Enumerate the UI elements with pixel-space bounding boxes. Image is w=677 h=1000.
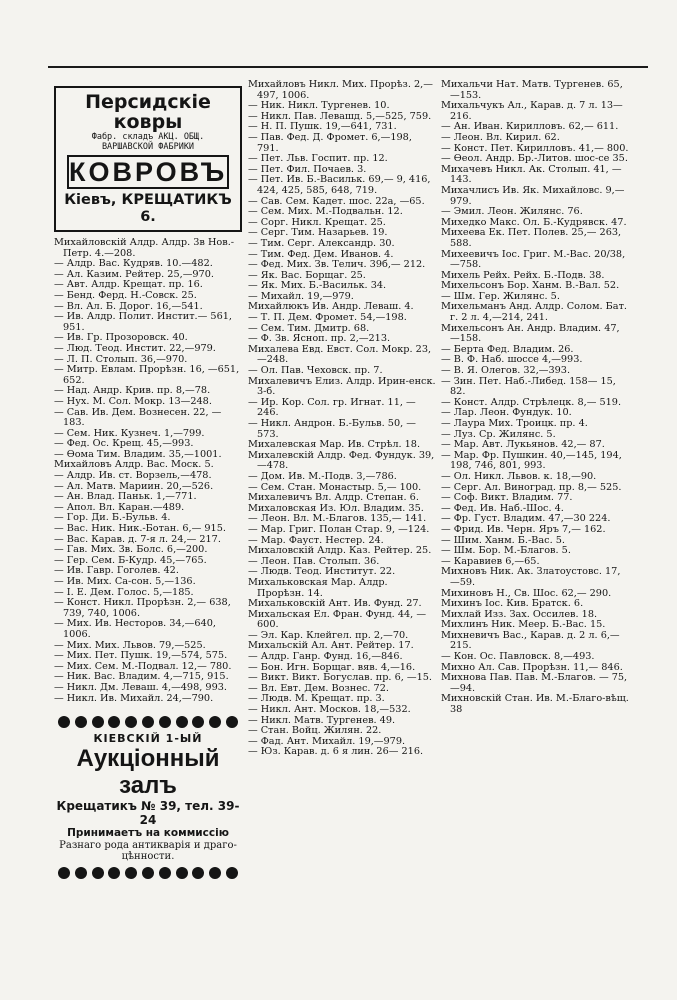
directory-entry: — Шим. Ханм. Б.-Вас. 5. (441, 534, 565, 546)
ad-auction-title: Аукціонный залъ (76, 745, 220, 800)
directory-entry: Михновъ Ник. Ак. Златоустовс. 17,—59. (441, 566, 621, 588)
directory-entry: — Конст. Пет. Кирилловъ. 41,— 800. (441, 142, 629, 154)
dot-ornament (176, 716, 188, 728)
directory-entry: — Луз. Ср. Жилянс. 5. (441, 428, 556, 440)
directory-entry: Михельсонъ Бор. Ханм. В.-Вал. 52. (441, 280, 620, 292)
directory-entry: — Мих. Мих. Львов. 79,—525. (54, 639, 206, 651)
directory-entry: — Авт. Алдр. Крещат. пр. 16. (54, 279, 203, 291)
directory-entry: — Никл. Дм. Леваш. 4,—498, 993. (54, 681, 227, 693)
directory-entry: — Над. Андр. Крив. пр. 8,—78. (54, 385, 211, 397)
directory-entry: Михельманъ Анд. Алдр. Солом. Бат. г. 2 л. 4,—214, 241. (441, 301, 628, 324)
directory-entry: Михинъ Іос. Кив. Братск. 6. (441, 598, 584, 610)
directory-entry: — Конст. Никл. Прорѣзн. 2,— 638, 739, 740, 1006. (54, 597, 231, 619)
directory-entry: — Сорг. Никл. Крещат. 25. (248, 216, 386, 228)
directory-entry: — Леон. Вл. М.-Благов. 135,— 141. (248, 513, 427, 525)
dot-ornament (108, 716, 120, 728)
directory-entry: — Вас. Ник. Ник.-Ботан. 6,— 915. (54, 523, 226, 535)
directory-entry: — Ал. Матв. Мариин. 20,—526. (54, 480, 214, 492)
directory-entry: — Бон. Игн. Борщаг. вяв. 4,—16. (248, 661, 416, 673)
directory-entry: — Михайл. 19,—979. (248, 290, 354, 302)
directory-entry: Михалевская Мар. Ив. Стрѣл. 18. (248, 439, 421, 451)
dot-ornament (142, 867, 154, 879)
dot-ornament (125, 716, 137, 728)
directory-entry: — Алдр. Вас. Кудряв. 10.—482. (54, 258, 213, 270)
directory-entry: Михайловъ Алдр. Вас. Моск. 5. (54, 459, 214, 471)
directory-entry: — Митр. Евлам. Прорѣзн. 16, —651, 652. (54, 364, 240, 386)
dot-ornament (75, 867, 87, 879)
directory-entry: — Никл. Ант. Москов. 18,—532. (248, 704, 411, 716)
ad-carpets-address: Кіевъ, КРЕЩАТИКЪ 6. (64, 192, 232, 225)
directory-entry: — Кон. Ос. Павловск. 8,—493. (441, 651, 595, 663)
directory-entry: Михновскій Стан. Ив. М.-Благо-вѣщ. 38 (441, 693, 629, 716)
directory-entry: — Никл. Андрон. Б.-Бульв. 50, —573. (248, 418, 416, 440)
directory-entry: — Н. П. Пушк. 19,—641, 731. (248, 121, 397, 133)
directory-entry: — Шм. Бор. М.-Благов. 5. (441, 545, 571, 557)
directory-entry: — Пет. Ив. Б.-Васильк. 69,— 9, 416, 424, 425, 585, 648, 719. (248, 174, 431, 196)
directory-entry: Михалевичъ Елиз. Алдр. Ирин-енск. 3-б. (248, 375, 436, 398)
column-3 (441, 80, 629, 716)
directory-entry: Михаловская Из. Юл. Владим. 35. (248, 502, 424, 514)
dot-ornament (226, 716, 238, 728)
dot-ornament (92, 867, 104, 879)
directory-entry: — Апол. Вл. Каран.—489. (54, 501, 185, 513)
directory-entry: Михлинъ Ник. Меер. Б.-Вас. 15. (441, 619, 606, 631)
directory-entry: — Ф. Зв. Ясноп. пр. 2,—213. (248, 333, 391, 345)
directory-entry: — Ив. Алдр. Полит. Инстит.— 561, 951. (54, 311, 232, 333)
directory-entry: — Мих. Сем. М.-Подвал. 12,— 780. (54, 660, 232, 672)
directory-entry: — І. Е. Дем. Голос. 5,—185. (54, 586, 194, 598)
directory-entry: — Мар. Григ. Полан Стар. 9, —124. (248, 523, 430, 535)
carpet-advertisement (54, 86, 242, 232)
directory-entry: — Як. Мих. Б.-Васильк. 34. (248, 280, 387, 292)
dot-ornament (142, 716, 154, 728)
dot-ornament (58, 716, 70, 728)
dot-ornament (159, 716, 171, 728)
dot-ornament (75, 716, 87, 728)
directory-entry: — Леон. Вл. Кирил. 62. (441, 131, 560, 143)
directory-entry: — Алдр. Ганр. Фунд. 16,—846. (248, 651, 403, 663)
directory-entry: — Дом. Ив. М.-Подв. 3,—786. (248, 470, 397, 482)
directory-entry: — Вл. Ал. Б. Дорог. 16,—541. (54, 300, 203, 312)
directory-entry: — Фр. Густ. Владим. 47,—30 224. (441, 513, 611, 525)
directory-entry: — Гер. Сем. Б-Кудр. 45,—765. (54, 554, 207, 566)
directory-entry: — Лаура Мих. Троицк. пр. 4. (441, 418, 588, 429)
directory-entry: — Мих. Пет. Пушк. 19,—574, 575. (54, 650, 228, 662)
dot-ornament (209, 716, 221, 728)
directory-entry: — Як. Вас. Борщаг. 25. (248, 269, 366, 281)
dot-ornament (159, 867, 171, 879)
directory-entry: — Бенд. Ферд. Н.-Совск. 25. (54, 289, 197, 301)
directory-entry: — Лар. Леон. Фундук. 10. (441, 407, 572, 419)
directory-entry: Михедко Макс. Ол. Б.-Кудрявск. 47. (441, 216, 627, 228)
directory-entry: Михальчи Нат. Матв. Тургенев. 65,—153. (441, 79, 623, 101)
directory-entry: — Мар. Авт. Лукьянов. 42,— 87. (441, 439, 605, 451)
directory-entry: Михачевъ Никл. Ак. Столып. 41, —143. (441, 163, 622, 186)
directory-entry: Михальковская Мар. Алдр. Прорѣзн. 14. (248, 576, 388, 599)
directory-entry: — Л. П. Столып. 36,—970. (54, 353, 188, 365)
dot-ornament (192, 716, 204, 728)
column-2 (248, 80, 436, 758)
directory-entry: Михачлисъ Ив. Як. Михайловс. 9,—979. (441, 184, 625, 207)
ad-auction-line5: Разнаго рода антикварія и драго- (59, 840, 237, 852)
directory-entry: — Ник. Никл. Тургенев. 10. (248, 100, 390, 112)
directory-entry: — Сав. Сем. Кадет. шос. 22а, —65. (248, 195, 425, 207)
directory-entry: Михалевичъ Вл. Алдр. Степан. 6. (248, 492, 419, 504)
directory-entry: Михеева Ек. Пет. Полев. 25,— 263, 588. (441, 227, 622, 249)
dot-ornament (58, 867, 70, 879)
dot-ornament (226, 867, 238, 879)
directory-entry: — Фед. Ив. Наб.-Шос. 4. (441, 502, 564, 514)
directory-entry: Михельсонъ Ан. Андр. Владим. 47,—158. (441, 322, 620, 345)
directory-entry: — Сем. Стан. Монастыр. 5,— 100. (248, 481, 422, 493)
directory-entry: — Ол. Пав. Чеховск. пр. 7. (248, 365, 383, 377)
dots-bottom (54, 867, 242, 879)
directory-entry: Михнова Пав. Пав. М.-Благов. — 75,—94. (441, 672, 628, 694)
directory-entry: — Пав. Фед. Д. Фромет. 6,—198, 791. (248, 131, 412, 154)
directory-entry: Михно Ал. Сав. Прорѣзн. 11,— 846. (441, 661, 623, 673)
directory-entry: Михальская Ел. Фран. Фунд. 44, —600. (248, 608, 427, 631)
directory-entry: Михлай Изз. Зах. Оссилев. 18. (441, 608, 598, 620)
directory-entry: — Ив. Гавр. Гоголев. 42. (54, 565, 179, 577)
directory-entry: — Серг. Ал. Виноград. пр. 8,— 525. (441, 481, 622, 493)
directory-entry: — Фед. Ос. Крещ. 45,—993. (54, 438, 194, 450)
directory-entry: Михайловъ Никл. Мих. Прорѣз. 2,—497, 1006. (248, 79, 433, 101)
directory-entry: Михайловскій Алдр. Алдр. 3в Нов.-Петр. 4.—208. (54, 237, 235, 259)
directory-entry: — Ир. Кор. Сол. гр. Игнат. 11, —246. (248, 396, 416, 419)
dot-ornament (125, 867, 137, 879)
directory-entry: Михиновъ Н., Св. Шос. 62,— 290. (441, 587, 612, 599)
directory-entry: — Никл. Матв. Тургенев. 49. (248, 714, 396, 726)
directory-entry: — Ал. Казим. Рейтер. 25,—970. (54, 268, 214, 280)
directory-entry: — Викт. Викт. Богуслав. пр. 6, —15. (248, 672, 432, 684)
directory-entry: — Вас. Карав. д. 7-я л. 24,— 217. (54, 533, 221, 545)
directory-list-1 (54, 238, 242, 704)
directory-entry: — Гор. Ди. Б.-Бульв. 4. (54, 512, 171, 524)
directory-entry: — Людв. М. Крещат. пр. 3. (248, 693, 385, 705)
directory-entry: — Ан. Влад. Паньк. 1,—771. (54, 491, 197, 503)
dot-ornament (192, 867, 204, 879)
directory-entry: — Ив. Мих. Са-сон. 5,—136. (54, 576, 196, 587)
directory-entry: — Ив. Гр. Прозоровск. 40. (54, 332, 188, 344)
dot-ornament (92, 716, 104, 728)
directory-entry: — Эл. Кар. Клейгел. пр. 2,—70. (248, 629, 409, 641)
ad-carpets-headline: Персидскіе ковры (85, 91, 211, 133)
directory-entry: Михалева Евд. Евст. Сол. Мокр. 23,—248. (248, 343, 432, 366)
directory-entry: — Фад. Ант. Михайл. 19,—979. (248, 735, 406, 747)
directory-entry: — Шм. Гер. Жилянс. 5. (441, 290, 560, 302)
directory-entry: — Берта Фед. Владим. 26. (441, 343, 574, 355)
directory-entry: — Леон. Пав. Столып. 36. (248, 555, 380, 567)
directory-entry: Михайлюкъ Ив. Андр. Леваш. 4. (248, 301, 414, 313)
directory-entry: — Зин. Пет. Наб.-Либед. 158— 15, 82. (441, 375, 616, 398)
directory-entry: — Мар. Фауст. Нестер. 24. (248, 534, 384, 546)
directory-entry: — Гав. Мих. Зв. Болс. 6,—200. (54, 544, 208, 556)
ad-auction-line4: Принимаетъ на коммиссію (67, 827, 229, 840)
ad-carpets-line3: ВАРШАВСКОЙ ФАБРИКИ (101, 142, 195, 152)
directory-entry: — Соф. Викт. Владим. 77. (441, 492, 573, 504)
dot-ornament (176, 867, 188, 879)
ad-carpets-line2: Фабр. складъ АКЦ. ОБЩ. (91, 132, 205, 142)
directory-entry: — Юз. Карав. д. 6 я лин. 26— 216. (248, 746, 424, 758)
directory-entry: — Каравиев 6,—65. (441, 555, 540, 567)
ad-auction-line6: цѣнности. (121, 851, 175, 863)
directory-entry: — Людв. Теод. Институт. 22. (248, 566, 396, 578)
directory-entry: — Конст. Алдр. Стрѣлецк. 8,— 519. (441, 396, 622, 408)
directory-entry: — Пет. Фил. Почаев. 3. (248, 163, 367, 175)
directory-entry: — Өома Тим. Владим. 35,—1001. (54, 448, 222, 460)
top-rule (48, 66, 648, 68)
directory-entry: — Сем. Мих. М.-Подвальн. 12. (248, 206, 403, 218)
directory-entry: — Тим. Серг. Александр. 30. (248, 237, 395, 249)
ad-auction-address: Крещатикъ № 39, тел. 39-24 (56, 799, 240, 828)
directory-entry: — Ник. Вас. Владим. 4,—715, 915. (54, 671, 229, 683)
directory-entry: — Нух. М. Сол. Мокр. 13—248. (54, 395, 212, 407)
directory-entry: — В. Ф. Наб. шоссе 4,—993. (441, 354, 583, 366)
dot-ornament (108, 867, 120, 879)
directory-entry: — Эмил. Леон. Жилянс. 76. (441, 206, 583, 218)
directory-entry: — Серг. Тим. Назарьев. 19. (248, 227, 388, 239)
directory-list-2 (248, 80, 436, 758)
directory-list-3 (441, 80, 629, 716)
directory-entry: — Люд. Теод. Инстит. 22,—979. (54, 342, 216, 354)
directory-entry: Михеевичъ Іос. Григ. М.-Вас. 20/38,—758. (441, 248, 626, 271)
directory-entry: Михальскій Ал. Ант. Рейтер. 17. (248, 640, 414, 652)
directory-entry: — Мих. Ив. Несторов. 34,—640, 1006. (54, 618, 216, 640)
directory-entry: — Никл. Пав. Левашд. 5,—525, 759. (248, 110, 432, 122)
directory-entry: — Фрид. Ив. Черн. Яръ 7,— 162. (441, 523, 606, 535)
directory-entry: Михневичъ Вас., Карав. д. 2 л. 6,—215. (441, 629, 620, 652)
directory-entry: Михальковскій Ант. Ив. Фунд. 27. (248, 598, 422, 610)
dots-top (54, 716, 242, 728)
auction-advertisement (54, 716, 242, 879)
directory-entry: — Вл. Евт. Дем. Вознес. 72. (248, 682, 389, 694)
directory-entry: — Сав. Ив. Дем. Вознесен. 22, —183. (54, 406, 222, 429)
column-1 (54, 80, 242, 885)
dot-ornament (209, 867, 221, 879)
directory-entry: — В. Я. Олегов. 32,—393. (441, 365, 571, 377)
directory-entry: — Сем. Тим. Дмитр. 68. (248, 322, 370, 334)
directory-entry: — Стан. Войц. Жилян. 22. (248, 725, 382, 737)
directory-entry: Михалевскій Алдр. Фед. Фундук. 39,—478. (248, 449, 435, 472)
directory-entry: — Пет. Льв. Госпит. пр. 12. (248, 153, 388, 165)
directory-entry: Михель Рейх. Рейх. Б.-Подв. 38. (441, 269, 605, 281)
directory-entry: — Фед. Мих. Зв. Телич. 39б,— 212. (248, 259, 426, 271)
directory-entry: Михаловскій Алдр. Каз. Рейтер. 25. (248, 545, 432, 557)
directory-entry: — Мар. Фр. Пушкин. 40,—145, 194, 198, 746, 801, 993. (441, 449, 622, 472)
directory-entry: Михальчукъ Ал., Карав. д. 7 л. 13—216. (441, 100, 623, 122)
directory-entry: — Ол. Никл. Львов. к. 18,—90. (441, 470, 597, 482)
directory-entry: — Т. П. Дем. Фромет. 54,—198. (248, 312, 407, 324)
directory-entry: — Алдр. Ив. ст. Ворзель,—478. (54, 470, 212, 482)
ad-carpets-title: КОВРОВЪ (69, 157, 228, 187)
directory-entry: — Ан. Иван. Кирилловъ. 62,— 611. (441, 121, 619, 133)
directory-entry: — Тим. Фед. Дем. Иванов. 4. (248, 248, 394, 260)
directory-entry: — Өеол. Андр. Бр.-Литов. шос-се 35. (441, 153, 628, 165)
directory-entry: — Сем. Ник. Кузнеч. 1,—799. (54, 427, 205, 439)
directory-entry: — Никл. Ив. Михайл. 24,—790. (54, 692, 214, 704)
ad-auction-line1: КІЕВСКІЙ 1-ЫЙ (93, 732, 203, 746)
